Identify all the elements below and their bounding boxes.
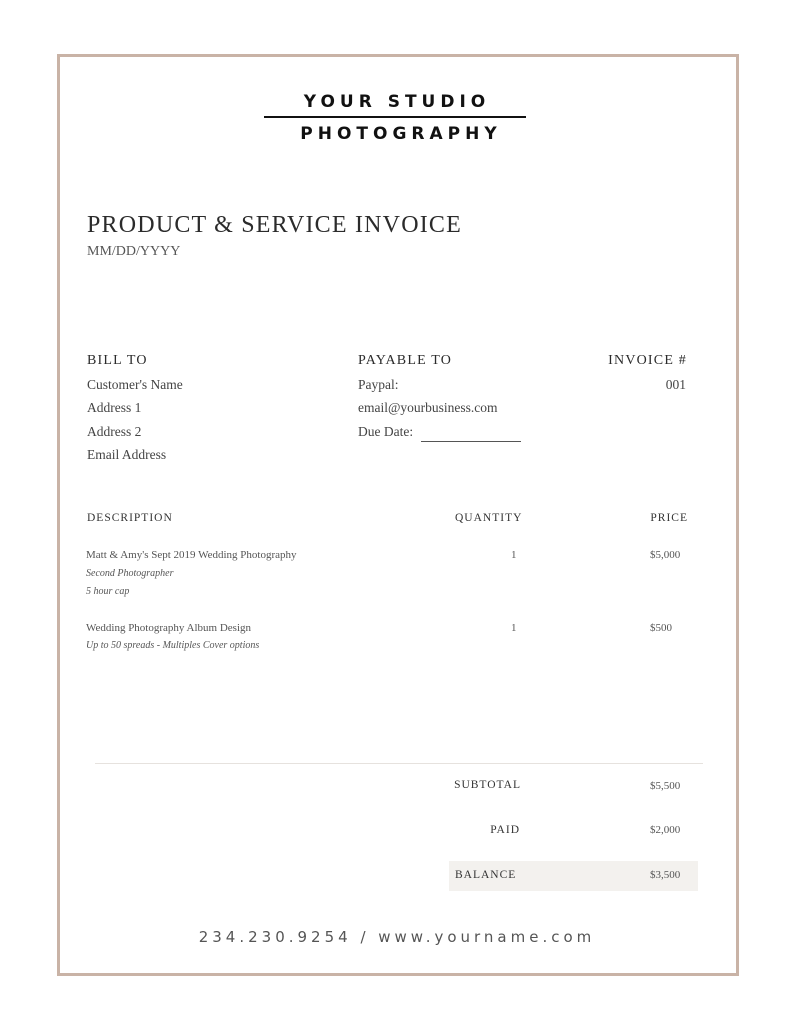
payable-to-heading: PAYABLE TO (358, 353, 453, 368)
due-date-label: Due Date: (358, 424, 414, 439)
bill-to-heading: BILL TO (87, 353, 148, 368)
balance-label: BALANCE (455, 869, 517, 881)
invoice-date: MM/DD/YYYY (87, 244, 181, 259)
item-note: 5 hour cap (86, 586, 130, 597)
contact-footer: 234.230.9254 / www.yourname.com (198, 928, 596, 946)
email-address: Email Address (87, 447, 167, 462)
totals-divider (95, 763, 703, 764)
subtotal-label: SUBTOTAL (454, 779, 521, 791)
studio-name: YOUR STUDIO (303, 92, 491, 112)
invoice-number: 001 (665, 377, 686, 392)
item-price: $5,000 (650, 549, 681, 561)
business-email: email@yourbusiness.com (358, 400, 498, 415)
invoice-number-heading: INVOICE # (608, 353, 687, 368)
invoice-title: PRODUCT & SERVICE INVOICE (87, 212, 462, 238)
quantity-header: QUANTITY (455, 512, 523, 524)
customer-name: Customer's Name (87, 377, 183, 392)
address-1: Address 1 (87, 400, 142, 415)
price-header: PRICE (650, 512, 688, 524)
subtotal-value: $5,500 (650, 780, 681, 792)
balance-value: $3,500 (650, 869, 681, 881)
due-date-line (421, 441, 521, 442)
description-header: DESCRIPTION (87, 512, 173, 524)
item-quantity: 1 (511, 622, 517, 634)
studio-subtitle: PHOTOGRAPHY (300, 124, 502, 144)
paid-label: PAID (490, 824, 520, 836)
item-description: Wedding Photography Album Design (86, 622, 252, 634)
paypal-label: Paypal: (358, 377, 399, 392)
item-description: Matt & Amy's Sept 2019 Wedding Photography (86, 549, 297, 561)
item-price: $500 (650, 622, 672, 634)
item-quantity: 1 (511, 549, 517, 561)
item-note: Second Photographer (86, 568, 174, 579)
logo-divider (264, 116, 526, 118)
item-note: Up to 50 spreads - Multiples Cover options (86, 640, 260, 651)
address-2: Address 2 (87, 424, 142, 439)
paid-value: $2,000 (650, 824, 681, 836)
